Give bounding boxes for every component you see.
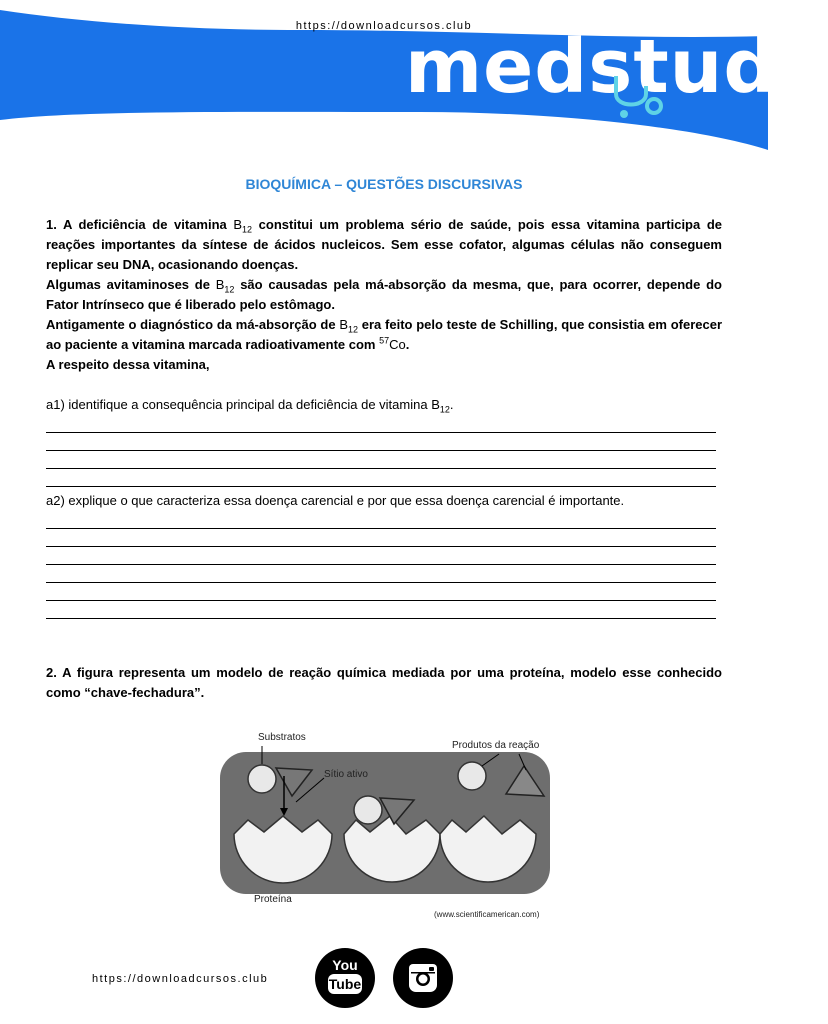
answer-lines-a1[interactable] — [46, 415, 722, 487]
question-a1: a1) identifique a consequência principal da deficiência de vitamina $B_{12}$. — [46, 397, 454, 415]
question-2-text: 2. A figura representa um modelo de reação química mediada por uma proteína, modelo esse conhecido como “chave-fechadura”. — [46, 665, 722, 700]
label-sitio-ativo: Sítio ativo — [324, 769, 368, 780]
youtube-tube-text: Tube — [328, 976, 362, 992]
stethoscope-icon — [606, 76, 666, 118]
question-1-paragraph-1: 1. A deficiência de vitamina $B_{12}$ constitui um problema sério de saúde, pois essa vitamina participa de reações importantes da síntese de ácidos nucleicos. Sem esse cofator, algumas células não conseguem replicar seu DNA, ocasionando doenças. — [46, 217, 722, 272]
question-a2: a2) explique o que caracteriza essa doença carencial e por que essa doença carencial é importante. — [46, 493, 625, 508]
answer-line[interactable] — [46, 415, 716, 433]
answer-line[interactable] — [46, 529, 716, 547]
answer-lines-a2[interactable] — [46, 511, 722, 619]
answer-line[interactable] — [46, 469, 716, 487]
vitamin-b12: $B_{12}$ — [233, 217, 253, 235]
answer-line[interactable] — [46, 565, 716, 583]
answer-line[interactable] — [46, 451, 716, 469]
document-body — [46, 215, 722, 703]
answer-line[interactable] — [46, 433, 716, 451]
label-produtos: Produtos da reação — [452, 740, 540, 751]
answer-line[interactable] — [46, 547, 716, 565]
question-1-paragraph-2: Algumas avitaminoses de $B_{12}$ são causadas pela má-absorção da mesma, que, para ocorrer, depende do Fator Intrínseco que é liberado pelo estômago. — [46, 277, 722, 312]
header-url[interactable]: https://downloadcursos.club — [295, 20, 473, 32]
question-1-paragraph-3: Antigamente o diagnóstico da má-absorção de $B_{12}$ era feito pelo teste de Schilling, que consistia em oferecer ao paciente a vitamina marcada radioativamente com $^{57}$Co. — [46, 317, 722, 352]
youtube-icon[interactable] — [315, 948, 375, 1008]
youtube-you-text: You — [332, 957, 358, 973]
instagram-glyph — [393, 948, 453, 1008]
lock-and-key-figure — [214, 724, 564, 924]
answer-line[interactable] — [46, 583, 716, 601]
footer-url[interactable]: https://downloadcursos.club — [92, 973, 269, 985]
answer-line[interactable] — [46, 511, 716, 529]
label-substratos: Substratos — [258, 732, 306, 743]
page-title: BIOQUÍMICA – QUESTÕES DISCURSIVAS — [245, 176, 523, 192]
question-1-paragraph-4: A respeito dessa vitamina, — [46, 357, 210, 372]
label-proteina: Proteína — [254, 894, 292, 905]
instagram-icon[interactable] — [393, 948, 453, 1008]
answer-line[interactable] — [46, 601, 716, 619]
medstuda-logo: medstuda — [405, 24, 828, 110]
figure-credit: (www.scientificamerican.com) — [434, 910, 540, 919]
